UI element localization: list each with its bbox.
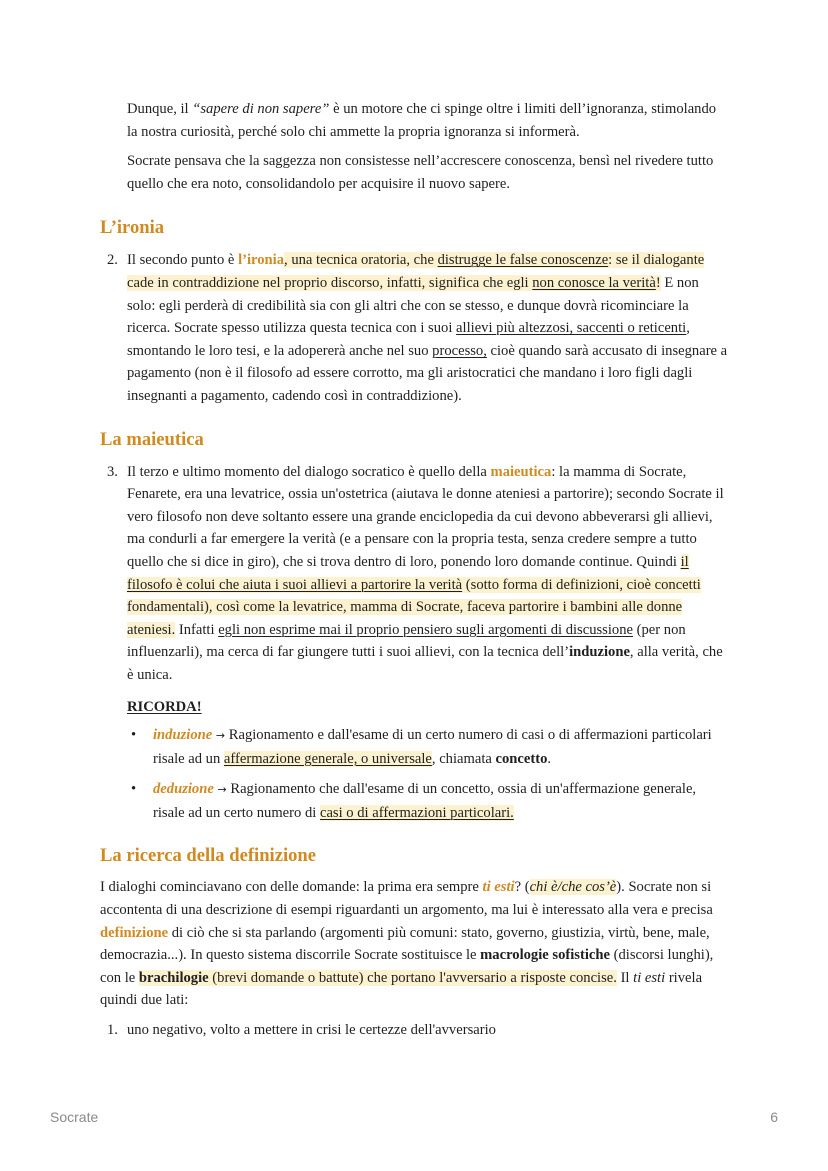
list-number: 3. — [107, 463, 118, 480]
heading-ironia: L’ironia — [100, 217, 165, 239]
intro-paragraph-1: Dunque, il “sapere di non sapere” è un motore che ci spinge oltre i limiti dell’ignoranza, stimolando la nostra curiosità, perché solo chi ammette la propria ignoranza si informerà. — [127, 101, 717, 140]
list-item-negativo: 1. uno negativo, volto a mettere in crisi le certezze dell'avversario — [100, 1019, 730, 1042]
intro-paragraph-2: Socrate pensava che la saggezza non consistesse nell’accrescere conoscenza, bensì nel rivedere tutto quello che era noto, consolidandolo per acquisire il nuovo sapere. — [127, 153, 714, 192]
page-content — [100, 98, 730, 1042]
list-ironia — [100, 249, 730, 407]
term-induzione-def: induzione — [153, 727, 213, 744]
ricorda-list — [100, 724, 730, 824]
term-deduzione-def: deduzione — [153, 781, 214, 798]
ricorda-label: RICORDA! — [127, 699, 202, 716]
footer-title: Socrate — [50, 1109, 99, 1125]
list-ricerca — [100, 1019, 730, 1042]
heading-maieutica: La maieutica — [100, 428, 204, 450]
term-ironia: l’ironia — [238, 252, 285, 269]
list-item-maieutica: 3. Il terzo e ultimo momento del dialogo socratico è quello della maieutica: la mamma di Socrate, Fenarete, era una levatrice, ossia un'ostetrica (aiutava le donne ateniesi a partorire); secondo Socrate il vero filosofo non deve soltanto essere una grande enciclopedia da cui devono abbeverarsi gli allievi, ma condurli a far emergere la verità (e a pensare con la propria testa, senza credere sempre a tutto quello che si dice in giro), che si trova dentro di loro, ponendo loro domande continue. Quindi il filosofo è colui che aiuta i suoi allievi a partorire la verità (sotto forma di definizioni, cioè concetti fondamentali), così come la levatrice, mamma di Socrate, faceva partorire i bambini alle donne ateniesi. Infatti egli non esprime mai il proprio pensiero sugli argomenti di discussione (per non influenzarli), ma cerca di far giungere tutti i suoi allievi, con la tecnica dell’induzione, alla verità, che è unica. — [100, 461, 730, 687]
list-number: 1. — [107, 1022, 118, 1038]
term-induzione: induzione — [569, 644, 630, 661]
list-maieutica — [100, 461, 730, 687]
list-item-ironia: 2. Il secondo punto è l’ironia, una tecnica oratoria, che distrugge le false conoscenze: se il dialogante cade in contraddizione nel proprio discorso, infatti, significa che egli non conosce la verità! E non solo: egli perderà di credibilità sia con gli altri che con se stesso, e dunque dovrà ricominciare la ricerca. Socrate spesso utilizza questa tecnica con i suoi allievi più altezzosi, saccenti o reticenti, smontando le loro tesi, e la adopererà anche nel suo processo, cioè quando sarà accusato di insegnare a pagamento (non è il filosofo ad essere corrotto, ma gli aristocratici che mandano i loro figli dagli insegnanti a pagamento, cadendo così in contraddizione). — [100, 249, 730, 407]
list-item-induzione: • induzione → Ragionamento e dall'esame di un certo numero di casi o di affermazioni particolari risale ad un affermazione generale, o universale, chiamata concetto. — [127, 724, 730, 770]
list-number: 2. — [107, 252, 118, 269]
page-number: 6 — [770, 1109, 778, 1125]
heading-ricerca: La ricerca della definizione — [100, 845, 317, 867]
bullet-dot: • — [131, 781, 137, 798]
term-definizione: definizione — [100, 924, 169, 941]
bullet-dot: • — [131, 727, 137, 744]
list-item-deduzione: • deduzione → Ragionamento che dall'esame di un concetto, ossia di un'affermazione generale, risale ad un certo numero di casi o di affermazioni particolari. — [127, 778, 730, 824]
term-ti-esti: ti esti — [482, 879, 515, 896]
ricerca-paragraph: I dialoghi cominciavano con delle domande: la prima era sempre ti esti? (chi è/che cos’è). Socrate non si accontenta di una descrizione di esempi riguardanti un argomento, ma lui è interessato alla vera e precisa definizione di ciò che si sta parlando (argomenti più comuni: stato, governo, giustizia, virtù, bene, male, democrazia...). In questo sistema discorrile Socrate sostituisce le macrologie sofistiche (discorsi lunghi), con le brachilogie (brevi domande o battute) che portano l'avversario a risposte concise. Il ti esti rivela quindi due lati: — [100, 879, 714, 1009]
arrow-right-icon: → — [217, 783, 227, 797]
term-maieutica: maieutica — [490, 463, 552, 480]
arrow-right-icon: → — [215, 729, 226, 743]
quote-sapere: “sapere di non sapere” — [192, 101, 330, 117]
